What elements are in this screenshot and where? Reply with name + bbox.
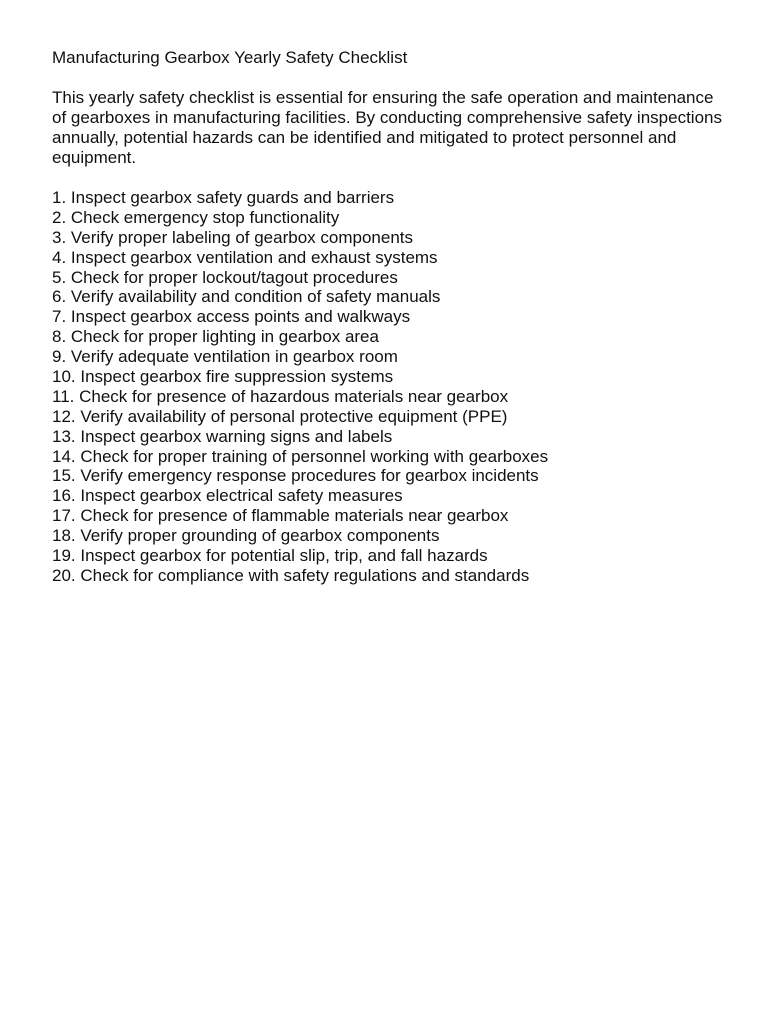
- intro-paragraph: This yearly safety checklist is essential for ensuring the safe operation and maintenance of gearboxes in manufacturing facilities. By conducting comprehensive safety inspections annually, potential hazards can be identified and mitigated to protect personnel and equipment.: [52, 88, 722, 167]
- checklist-item: 16. Inspect gearbox electrical safety measures: [52, 486, 403, 506]
- checklist-item: 3. Verify proper labeling of gearbox components: [52, 227, 414, 247]
- document-page: [52, 48, 732, 586]
- document-title: Manufacturing Gearbox Yearly Safety Checklist: [52, 48, 408, 67]
- checklist-item: 14. Check for proper training of personnel working with gearboxes: [52, 446, 549, 466]
- checklist-item: 2. Check emergency stop functionality: [52, 207, 340, 227]
- checklist-item: 6. Verify availability and condition of safety manuals: [52, 287, 441, 307]
- checklist-item: 13. Inspect gearbox warning signs and labels: [52, 426, 393, 446]
- checklist-item: 1. Inspect gearbox safety guards and barriers: [52, 188, 395, 207]
- checklist-item: 8. Check for proper lighting in gearbox area: [52, 327, 379, 347]
- safety-checklist: [52, 188, 732, 586]
- checklist-item: 4. Inspect gearbox ventilation and exhaust systems: [52, 247, 438, 267]
- checklist-item: 5. Check for proper lockout/tagout procedures: [52, 267, 398, 287]
- checklist-item: 9. Verify adequate ventilation in gearbox room: [52, 347, 398, 367]
- checklist-item: 17. Check for presence of flammable materials near gearbox: [52, 506, 509, 526]
- checklist-item: 20. Check for compliance with safety regulations and standards: [52, 565, 530, 585]
- checklist-item: 19. Inspect gearbox for potential slip, trip, and fall hazards: [52, 546, 488, 566]
- checklist-item: 10. Inspect gearbox fire suppression systems: [52, 367, 394, 387]
- checklist-item: 11. Check for presence of hazardous materials near gearbox: [52, 386, 509, 406]
- checklist-item: 18. Verify proper grounding of gearbox components: [52, 526, 440, 546]
- checklist-item: 7. Inspect gearbox access points and walkways: [52, 307, 411, 327]
- checklist-item: 12. Verify availability of personal protective equipment (PPE): [52, 406, 508, 426]
- checklist-item: 15. Verify emergency response procedures for gearbox incidents: [52, 466, 539, 486]
